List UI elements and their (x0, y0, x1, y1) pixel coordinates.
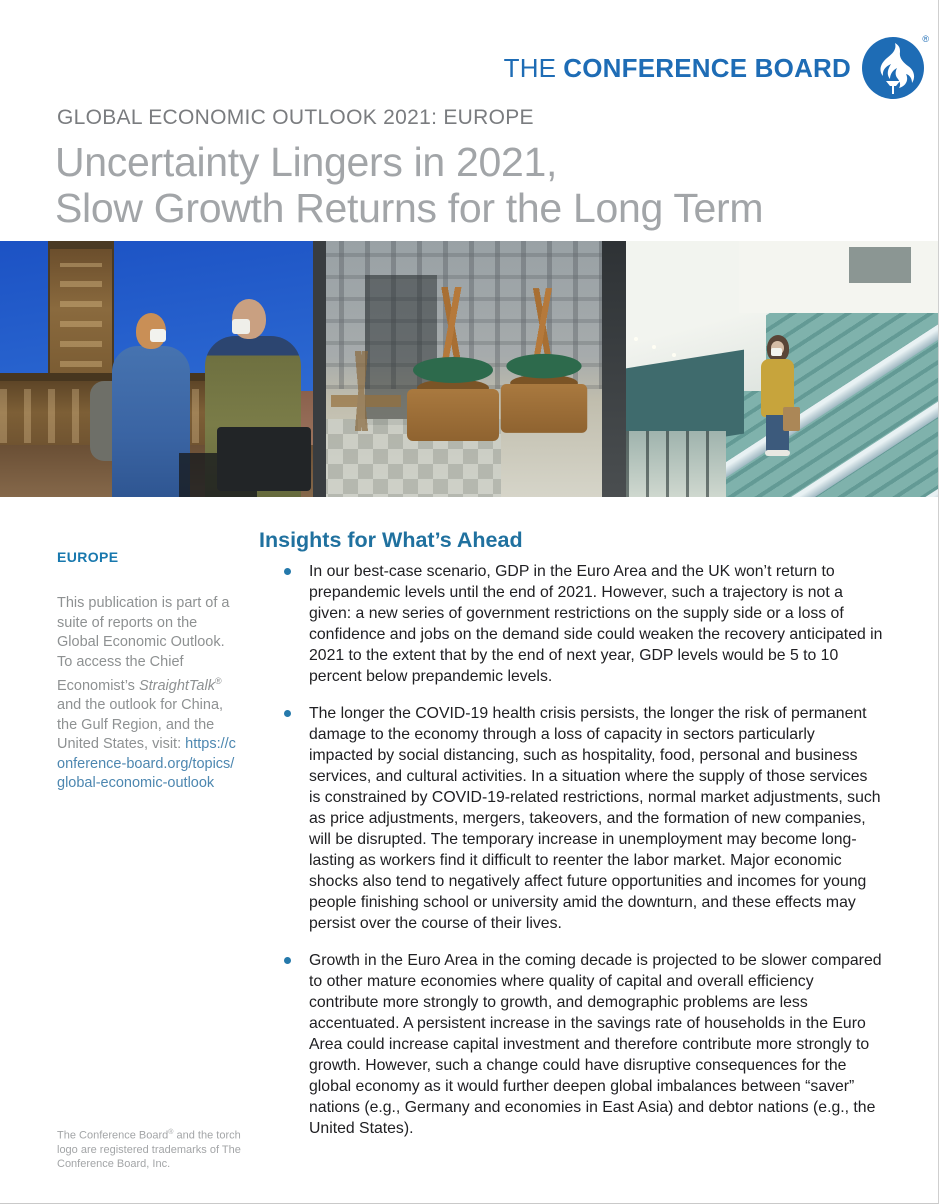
storefront (626, 431, 726, 497)
insights-list (259, 561, 883, 1139)
shopping-bag (783, 407, 800, 431)
registered-mark: ® (922, 34, 929, 44)
insight-text: In our best-case scenario, GDP in the Euro Area and the UK won’t return to prepandemic levels until the end of 2021. However, such a trajectory is not a given: a new series of government restrictions on the supply side or a loss of confidence and jobs on the demand side could weaken the recovery anticipated in 2021 to the extent that by the end of next year, GDP levels would be 5 to 10 percent below prepandemic levels. (309, 563, 883, 685)
sidebar (57, 549, 238, 794)
photo-delft-square-couple (0, 241, 313, 497)
photo-mall-escalator-woman (626, 241, 939, 497)
bullet-icon (284, 957, 291, 964)
region-label: EUROPE (57, 549, 119, 565)
bullet-icon (284, 568, 291, 575)
registered-mark: ® (168, 1129, 174, 1136)
page-title (55, 139, 763, 231)
report-series-label: GLOBAL ECONOMIC OUTLOOK 2021: EUROPE (57, 106, 534, 129)
insight-text: Growth in the Euro Area in the coming decade is projected to be slower compared to other mature economies where quality of capital and overall efficiency contribute more strongly to growth, and demographic problems are less accentuated. A persistent increase in the savings rate of households in the Euro Area could increase capital investment and therefore contribute more strongly to growth. However, such a change could have disruptive consequences for the global economy as it would further deepen global imbalances between “saver” nations (e.g., Germany and economies in East Asia) and debtor nations (e.g., the United States). (309, 952, 882, 1137)
logo-wordmark (504, 53, 851, 84)
logo-name: CONFERENCE BOARD (563, 52, 851, 83)
page-title-line-2: Slow Growth Returns for the Long Term (55, 185, 764, 231)
bicycle-crate (217, 427, 311, 491)
registered-mark: ® (214, 676, 222, 686)
trademark-footnote: The Conference Board® and the torch logo are registered trademarks of The Conference Board, Inc. (57, 1129, 241, 1170)
logo-the: THE (503, 52, 557, 83)
stacked-chair (405, 287, 501, 457)
main-content (259, 528, 883, 1155)
insight-item-3 (259, 950, 883, 1139)
torch-logo-icon (861, 34, 929, 100)
conference-board-logo (503, 34, 929, 100)
stacked-chair (499, 288, 589, 448)
ceiling-lights (634, 337, 638, 341)
insight-item-1 (259, 561, 883, 687)
insight-item-2 (259, 703, 883, 934)
photo-strip (0, 241, 939, 497)
insight-text: The longer the COVID-19 health crisis persists, the longer the risk of permanent damage to the economy through a loss of capacity in sectors particularly impacted by social distancing, such as hospitality, food, personal and business services, and cultural activities. In a situation where the supply of those services is constrained by COVID-19-related restrictions, normal market adjustments, such as price adjustments, mergers, takeovers, and the formation of new companies, will be disrupted. The temporary increase in unemployment may become long-lasting as workers find it difficult to reenter the labor market. Major economic shocks also tend to negatively affect future opportunities and incomes for young people finishing school or university amid the downturn, and these effects may persist over the course of their lives. (309, 705, 881, 932)
face-mask (771, 348, 782, 356)
insights-heading: Insights for What’s Ahead (259, 528, 523, 552)
bullet-icon (284, 710, 291, 717)
city-hall-tower (50, 249, 112, 399)
face-mask (150, 329, 166, 342)
outlook-link[interactable]: https://conference-board.org/topics/global-economic-outlook (57, 736, 236, 792)
photo-closed-cafe-chairs (313, 241, 626, 497)
page-title-line-1: Uncertainty Lingers in 2021, (55, 139, 558, 185)
face-mask (232, 319, 250, 334)
sidebar-note: This publication is part of a suite of reports on the Global Economic Outlook. To access the Chief Economist’s StraightTalk® and the outlook for China, the Gulf Region, and the United States, visit: https://conference-board.org/topics/global-economic-outlook (57, 595, 236, 792)
child-figure (112, 346, 190, 497)
straighttalk-title: StraightTalk (138, 677, 215, 694)
